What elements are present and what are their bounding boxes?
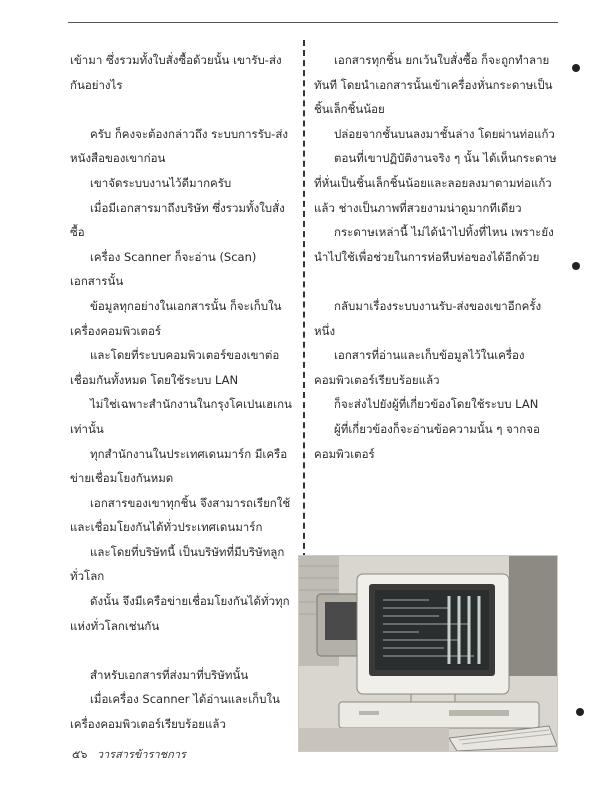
paragraph: ตอนที่เขาปฏิบัติงานจริง ๆ นั้น ได้เห็นกระดาษที่หั่นเป็นชิ้นเล็กชิ้นน้อยและลอยลงมาตามท่อแก้วแล้ว ช่างเป็นภาพที่สวยงามน่าดูมากทีเดียว <box>314 151 557 215</box>
paragraph: กลับมาเรื่องระบบงานรับ-ส่งของเขาอีกครั้งหนึ่ง <box>314 298 542 338</box>
paragraph: ข้อมูลทุกอย่างในเอกสารนั้น ก็จะเก็บในเครื่องคอมพิวเตอร์ <box>70 298 282 338</box>
paragraph: ผู้ที่เกี่ยวข้องก็จะอ่านข้อความนั้น ๆ จากจอคอมพิวเตอร์ <box>314 421 540 461</box>
paragraph: เอกสารของเขาทุกชิ้น จึงสามารถเรียกใช้และเชื่อมโยงกันได้ทั่วประเทศเดนมาร์ก <box>70 495 291 535</box>
paragraph: สำหรับเอกสารที่ส่งมาที่บริษัทนั้น <box>90 667 249 682</box>
paragraph: เขาจัดระบบงานไว้ดีมากครับ <box>90 175 232 190</box>
paragraph: ทุกสำนักงานในประเทศเดนมาร์ก มีเครือข่ายเชื่อมโยงกันหมด <box>70 446 288 486</box>
left-column <box>70 48 296 737</box>
top-rule <box>68 22 558 23</box>
page-footer <box>72 745 186 763</box>
paragraph: ก็จะส่งไปยังผู้ที่เกี่ยวข้องโดยใช้ระบบ LAN <box>334 397 539 412</box>
paragraph-gap <box>70 97 296 122</box>
paragraph: เครื่อง Scanner ก็จะอ่าน (Scan) เอกสารนั้น <box>70 249 257 289</box>
margin-bullet <box>572 64 580 72</box>
paragraph: เอกสารที่อ่านและเก็บข้อมูลไว้ในเครื่องคอมพิวเตอร์เรียบร้อยแล้ว <box>314 348 525 387</box>
paragraph: ไม่ใช่เฉพาะสำนักงานในกรุงโคเปนเฮเกนเท่านั้น <box>70 397 292 436</box>
page-number: ๕๖ <box>72 748 88 761</box>
paragraph-gap <box>70 638 296 663</box>
paragraph: ครับ ก็คงจะต้องกล่าวถึง ระบบการรับ-ส่งหนังสือของเขาก่อน <box>70 126 288 166</box>
paragraph: เมื่อมีเอกสารมาถึงบริษัท ซึ่งรวมทั้งใบสั่งซื้อ <box>70 200 285 240</box>
paragraph: เมื่อเครื่อง Scanner ได้อ่านและเก็บในเครื่องคอมพิวเตอร์เรียบร้อยแล้ว <box>70 692 280 732</box>
paragraph: เอกสารทุกชิ้น ยกเว้นใบสั่งซื้อ ก็จะถูกทำลายทันที โดยนำเอกสารนั้นเข้าเครื่องหั่นกระดาษเป็นชิ้นเล็กชิ้นน้อย <box>314 53 553 117</box>
right-column <box>314 48 558 466</box>
paragraph: กระดาษเหล่านี้ ไม่ได้นำไปทิ้งที่ไหน เพราะยังนำไปใช้เพื่อช่วยในการห่อหีบห่อของได้อีกด้วย <box>314 225 554 264</box>
paragraph: ปล่อยจากชั้นบนลงมาชั้นล่าง โดยผ่านท่อแก้ว <box>334 126 555 141</box>
publication-name: วารสารข้าราชการ <box>96 748 186 761</box>
margin-bullet <box>572 262 580 270</box>
margin-bullet <box>576 708 584 716</box>
paragraph: ดังนั้น จึงมีเครือข่ายเชื่อมโยงกันได้ทั่วทุกแห่งทั่วโลกเช่นกัน <box>70 594 290 633</box>
paragraph: และโดยที่ระบบคอมพิวเตอร์ของเขาต่อเชื่อมกันทั้งหมด โดยใช้ระบบ LAN <box>70 348 280 387</box>
paragraph: และโดยที่บริษัทนี้ เป็นบริษัทที่มีบริษัทลูกทั่วโลก <box>70 544 285 584</box>
computer-illustration <box>299 556 557 751</box>
paragraph-gap <box>314 269 558 294</box>
paragraph: เข้ามา ซึ่งรวมทั้งใบสั่งซื้อด้วยนั้น เขารับ-ส่งกันอย่างไร <box>70 53 282 92</box>
computer-workstation-photo <box>298 555 558 752</box>
